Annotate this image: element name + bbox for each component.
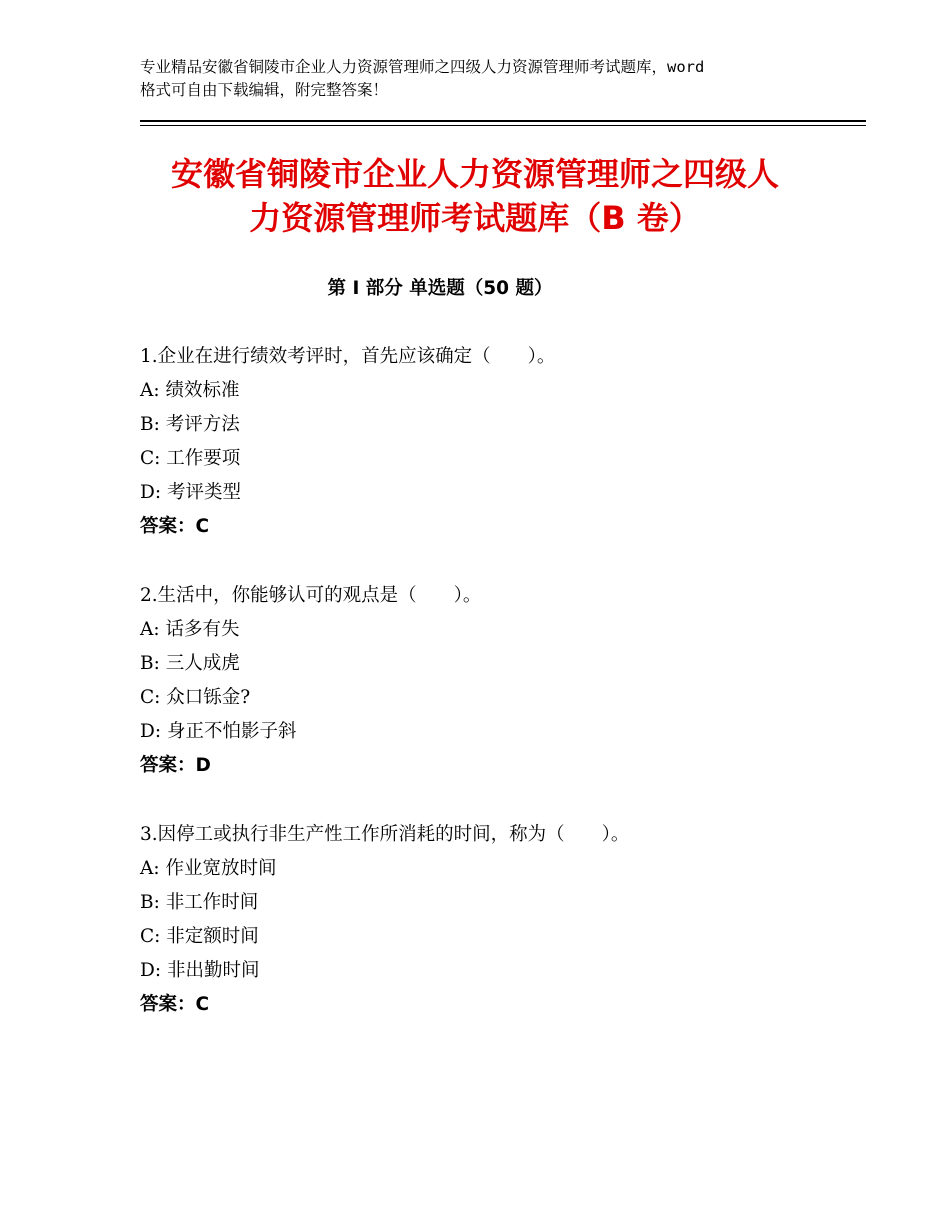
answer-line: 答案：C xyxy=(140,516,210,537)
option-a: A: 作业宽放时间 xyxy=(140,858,277,879)
header-divider xyxy=(140,120,866,122)
document-title-line: 力资源管理师考试题库（B 卷） xyxy=(249,199,701,237)
option-d: D: 非出勤时间 xyxy=(140,960,260,981)
question-stem: 1.企业在进行绩效考评时，首先应该确定（ ）。 xyxy=(140,346,556,367)
question-item xyxy=(140,340,840,544)
question-item xyxy=(140,818,840,1022)
question-stem: 3.因停工或执行非生产性工作所消耗的时间，称为（ ）。 xyxy=(140,824,630,845)
option-b: B: 三人成虎 xyxy=(140,653,240,674)
option-c: C: 非定额时间 xyxy=(140,926,259,947)
question-stem: 2.生活中，你能够认可的观点是（ ）。 xyxy=(140,585,482,606)
answer-line: 答案：D xyxy=(140,755,211,776)
header-note xyxy=(140,56,840,102)
option-c: C: 工作要项 xyxy=(140,448,241,469)
document-title-line: 安徽省铜陵市企业人力资源管理师之四级人 xyxy=(170,155,779,193)
option-c: C: 众口铄金? xyxy=(140,687,251,708)
header-note-line: 专业精品安徽省铜陵市企业人力资源管理师之四级人力资源管理师考试题库，word xyxy=(140,58,705,76)
option-b: B: 非工作时间 xyxy=(140,892,259,913)
section-title: 第 I 部分 单选题（50 题） xyxy=(327,278,553,299)
header-divider xyxy=(140,125,866,126)
document-title xyxy=(100,152,850,240)
header-note-line: 格式可自由下载编辑，附完整答案！ xyxy=(140,81,389,99)
option-b: B: 考评方法 xyxy=(140,414,240,435)
option-d: D: 考评类型 xyxy=(140,482,241,503)
option-d: D: 身正不怕影子斜 xyxy=(140,721,297,742)
answer-line: 答案：C xyxy=(140,994,210,1015)
option-a: A: 绩效标准 xyxy=(140,380,240,401)
question-item xyxy=(140,579,840,783)
option-a: A: 话多有失 xyxy=(140,619,240,640)
